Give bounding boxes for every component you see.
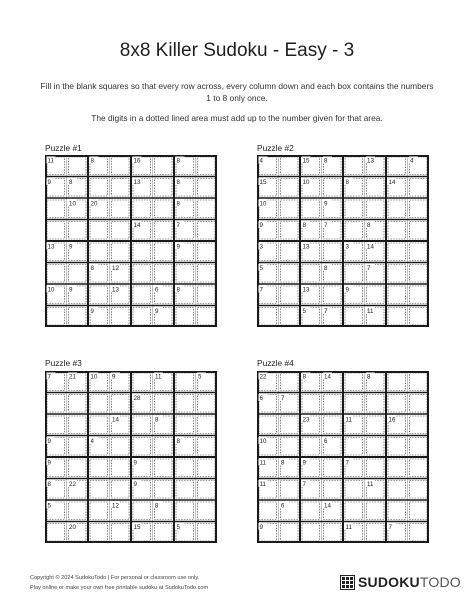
killer-sudoku-board — [45, 155, 217, 327]
cage-sum-clue: 9 — [345, 286, 349, 294]
cage-sum-clue: 22 — [259, 373, 267, 381]
cage-sum-clue: 9 — [133, 481, 137, 489]
cage-sum-clue: 28 — [133, 395, 141, 403]
cage-sum-clue: 9 — [302, 459, 306, 467]
cage-sum-clue: 8 — [90, 157, 94, 165]
cage-sum-clue: 5 — [198, 373, 202, 381]
cage-sum-clue: 8 — [302, 222, 306, 230]
cage-sum-clue: 21 — [69, 373, 76, 381]
puzzle-1-grid — [45, 155, 217, 327]
cage-sum-clue: 4 — [410, 157, 414, 165]
cage-sum-clue: 8 — [176, 157, 180, 165]
cage-sum-clue: 22 — [69, 481, 76, 489]
cage-sum-clue: 12 — [112, 265, 119, 273]
cage-sum-clue: 9 — [259, 524, 263, 532]
cage-sum-clue: 6 — [324, 438, 328, 446]
cage-sum-clue: 14 — [324, 502, 331, 510]
cage-sum-clue: 9 — [112, 373, 116, 381]
cage-sum-clue: 9 — [47, 459, 51, 467]
cage-sum-clue: 9 — [259, 222, 263, 230]
cage-sum-clue: 15 — [302, 157, 310, 165]
cage-sum-clue: 10 — [47, 286, 55, 294]
cage-sum-clue: 12 — [112, 502, 119, 510]
cage-sum-clue: 14 — [367, 243, 374, 251]
puzzle-2-grid — [257, 155, 429, 327]
brand-name-light: TODO — [419, 574, 461, 590]
cage-sum-clue: 8 — [345, 179, 349, 187]
cage-sum-clue: 7 — [281, 395, 285, 403]
cage-sum-clue: 11 — [259, 459, 266, 467]
cage-sum-clue: 7 — [345, 459, 349, 467]
cage-sum-clue: 13 — [112, 286, 119, 294]
cage-sum-clue: 7 — [324, 308, 328, 316]
cage-sum-clue: 8 — [176, 438, 180, 446]
cage-sum-clue: 5 — [47, 502, 51, 510]
footer-website: Play online or make your own free printable sudoku at SudokuTodo.com — [30, 585, 209, 591]
cage-sum-clue: 5 — [302, 308, 306, 316]
killer-sudoku-board — [257, 371, 429, 543]
cage-sum-clue: 10 — [259, 200, 267, 208]
cage-sum-clue: 7 — [259, 286, 263, 294]
cage-sum-clue: 20 — [69, 524, 76, 532]
cage-sum-clue: 13 — [133, 179, 141, 187]
cage-sum-clue: 9 — [155, 308, 159, 316]
cage-sum-clue: 7 — [47, 373, 51, 381]
cage-sum-clue: 14 — [324, 373, 331, 381]
cage-sum-clue: 9 — [47, 179, 51, 187]
cage-sum-clue: 9 — [47, 438, 51, 446]
puzzle-3-label: Puzzle #3 — [45, 358, 82, 368]
cage-sum-clue: 10 — [302, 179, 310, 187]
grid-logo-icon — [340, 575, 355, 590]
killer-sudoku-board — [45, 371, 217, 543]
cage-sum-clue: 9 — [324, 200, 328, 208]
cage-sum-clue: 8 — [302, 373, 306, 381]
puzzle-2-label: Puzzle #2 — [257, 143, 294, 153]
cage-sum-clue: 8 — [176, 200, 180, 208]
cage-sum-clue: 9 — [69, 243, 73, 251]
cage-sum-clue: 9 — [176, 243, 180, 251]
killer-sudoku-board — [257, 155, 429, 327]
cage-sum-clue: 6 — [259, 395, 263, 403]
cage-sum-clue: 4 — [259, 157, 263, 165]
cage-sum-clue: 3 — [345, 243, 349, 251]
cage-sum-clue: 11 — [345, 524, 352, 532]
cage-sum-clue: 16 — [388, 416, 396, 424]
cage-sum-clue: 5 — [176, 524, 180, 532]
cage-sum-clue: 14 — [388, 179, 396, 187]
brand-name-bold: SUDOKU — [358, 574, 420, 590]
instructions-line-2: The digits in a dotted lined area must add up to the number given for that area. — [91, 113, 383, 123]
puzzle-1-label: Puzzle #1 — [45, 143, 82, 153]
cage-sum-clue: 13 — [302, 286, 310, 294]
cage-sum-clue: 7 — [176, 222, 180, 230]
cage-sum-clue: 11 — [259, 481, 266, 489]
cage-sum-clue: 8 — [47, 481, 51, 489]
cage-sum-clue: 7 — [388, 524, 392, 532]
cage-sum-clue: 7 — [324, 222, 328, 230]
cage-sum-clue: 8 — [324, 157, 328, 165]
instructions-line-1: Fill in the blank squares so that every row across, every column down and each box contains the numbers 1 to 8 only once. — [40, 81, 434, 103]
cage-sum-clue: 11 — [47, 157, 54, 165]
cage-sum-clue: 11 — [367, 308, 374, 316]
cage-sum-clue: 5 — [259, 265, 263, 273]
cage-sum-clue: 6 — [155, 286, 159, 294]
footer-copyright: Copyright © 2024 SudokuTodo | For personal or classroom use only. — [30, 575, 200, 581]
cage-sum-clue: 9 — [133, 459, 137, 467]
cage-sum-clue: 14 — [133, 222, 141, 230]
puzzle-4-grid — [257, 371, 429, 543]
cage-sum-clue: 13 — [47, 243, 55, 251]
cage-sum-clue: 6 — [281, 502, 285, 510]
puzzle-4-label: Puzzle #4 — [257, 358, 294, 368]
cage-sum-clue: 11 — [345, 416, 352, 424]
cage-sum-clue: 13 — [302, 243, 310, 251]
cage-sum-clue: 7 — [302, 481, 306, 489]
cage-sum-clue: 8 — [281, 459, 285, 467]
cage-sum-clue: 15 — [133, 524, 141, 532]
cage-sum-clue: 10 — [90, 373, 98, 381]
cage-sum-clue: 11 — [367, 481, 374, 489]
puzzle-3-grid — [45, 371, 217, 543]
cage-sum-clue: 8 — [155, 502, 159, 510]
cage-sum-clue: 13 — [367, 157, 374, 165]
cage-sum-clue: 8 — [176, 179, 180, 187]
cage-sum-clue: 8 — [155, 416, 159, 424]
page-title: 8x8 Killer Sudoku - Easy - 3 — [119, 40, 355, 61]
cage-sum-clue: 8 — [69, 179, 73, 187]
cage-sum-clue: 11 — [155, 373, 162, 381]
cage-sum-clue: 16 — [133, 157, 141, 165]
cage-sum-clue: 9 — [90, 308, 94, 316]
cage-sum-clue: 4 — [90, 438, 94, 446]
cage-sum-clue: 8 — [367, 222, 371, 230]
cage-sum-clue: 7 — [367, 265, 371, 273]
cage-sum-clue: 3 — [259, 243, 263, 251]
cage-sum-clue: 10 — [259, 438, 267, 446]
cage-sum-clue: 8 — [90, 265, 94, 273]
cage-sum-clue: 8 — [176, 286, 180, 294]
cage-sum-clue: 8 — [367, 373, 371, 381]
brand-logo — [340, 574, 461, 590]
cage-sum-clue: 14 — [112, 416, 119, 424]
cage-sum-clue: 20 — [90, 200, 98, 208]
cage-sum-clue: 8 — [324, 265, 328, 273]
cage-sum-clue: 15 — [259, 179, 267, 187]
cage-sum-clue: 9 — [69, 286, 73, 294]
cage-sum-clue: 10 — [69, 200, 76, 208]
cage-sum-clue: 23 — [302, 416, 310, 424]
